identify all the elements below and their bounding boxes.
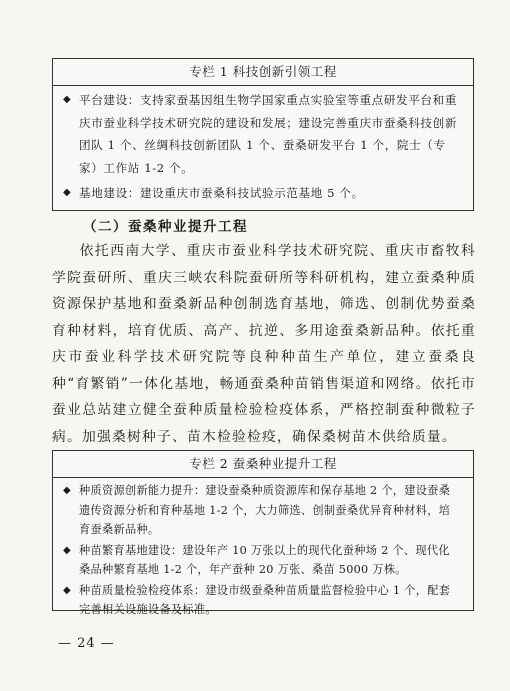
list-item-text: 平台建设：支持家蚕基因组生物学国家重点实验室等重点研发平台和重庆市蚕业科学技术研究院的建设和发展；建设完善重庆市蚕桑科技创新团队 1 个、丝绸科技创新团队 1 个、蚕桑研发平台 1 个，院士（专家）工作站 1-2 个。 — [79, 93, 458, 175]
list-item — [63, 541, 461, 580]
column-title: 专栏 2 蚕桑种业提升工程 — [53, 451, 473, 478]
list-item — [63, 481, 461, 540]
list-item — [63, 182, 461, 205]
column-title: 专栏 1 科技创新引领工程 — [53, 59, 473, 86]
page-number: — 24 — — [58, 636, 115, 651]
list-item-text: 种苗质量检验检疫体系：建设市级蚕桑种苗质量监督检验中心 1 个，配套完善相关设施设备及标准。 — [79, 583, 451, 616]
special-column-box-2 — [52, 450, 474, 616]
diamond-bullet-icon: ◆ — [63, 584, 71, 596]
column-body — [53, 86, 473, 211]
diamond-bullet-icon: ◆ — [63, 544, 71, 556]
list-item-text: 种苗繁育基地建设：建设年产 10 万张以上的现代化蚕种场 2 个、现代化桑品种繁育基地 1-2 个，年产蚕种 20 万张、桑苗 5000 万株。 — [79, 543, 450, 576]
list-item — [63, 89, 461, 179]
list-item-text: 基地建设：建设重庆市蚕桑科技试验示范基地 5 个。 — [79, 186, 364, 200]
list-item — [63, 581, 461, 620]
body-paragraph: 依托西南大学、重庆市蚕业科学技术研究院、重庆市畜牧科学院蚕研所、重庆三峡农科院蚕研所等科研机构，建立蚕桑种质资源保护基地和蚕桑新品种创制选育基地，筛选、创制优势蚕桑育种材料，培育优质、高产、抗逆、多用途蚕桑新品种。依托重庆市蚕业科学技术研究院等良种种苗生产单位，建立蚕桑良种“育繁销”一体化基地，畅通蚕桑种苗销售渠道和网络。依托市蚕业总站建立健全蚕种质量检验检疫体系，严格控制蚕种微粒子病。加强桑树种子、苗木检验检疫，确保桑树苗木供给质量。 — [52, 243, 476, 445]
list-item-text: 种质资源创新能力提升：建设蚕桑种质资源库和保存基地 2 个，建设蚕桑遗传资源分析和育种基地 1-2 个，大力筛选、创制蚕桑优异育种材料，培育蚕桑新品种。 — [79, 484, 451, 536]
column-body — [53, 478, 473, 626]
diamond-bullet-icon: ◆ — [63, 94, 72, 105]
diamond-bullet-icon: ◆ — [63, 485, 71, 496]
section-heading: （二）蚕桑种业提升工程 — [83, 219, 248, 235]
diamond-bullet-icon: ◆ — [63, 187, 72, 198]
special-column-box-1 — [52, 58, 474, 211]
